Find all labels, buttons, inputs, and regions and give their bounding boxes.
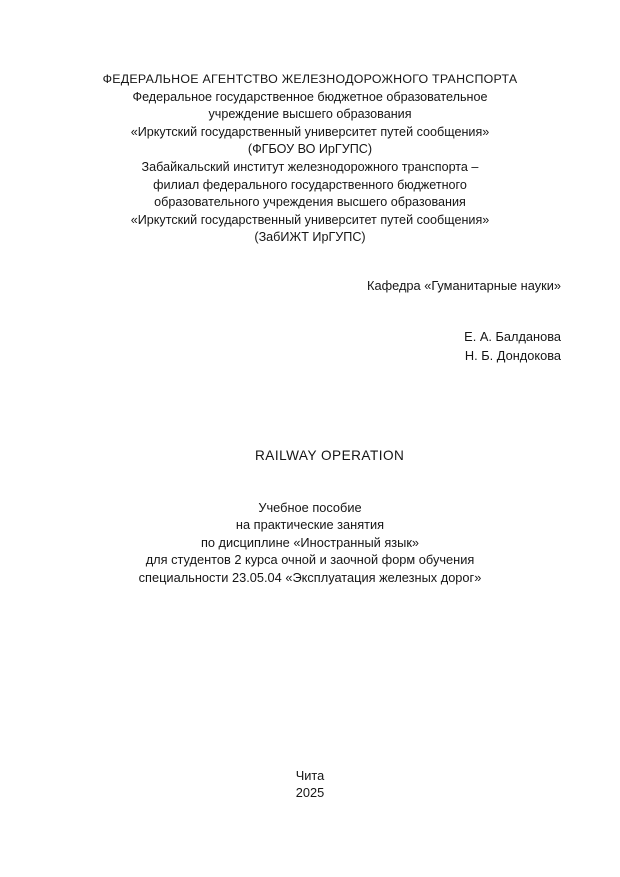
author-list [60,328,561,365]
masthead-line-3: учреждение высшего образования [208,107,412,122]
imprint-block [35,767,585,802]
masthead-line-university: «Иркутский государственный университет путей сообщения» [130,124,490,139]
subtitle-line-discipline: по дисциплине «Иностранный язык» [200,534,420,550]
masthead-line-7: филиал федерального государственного бюджетного [153,177,467,192]
subtitle-line-audience: для студентов 2 курса очной и заочной форм обучения [145,552,475,568]
author-name-1: Е. А. Балданова [464,329,561,344]
author-name-2: Н. Б. Дондокова [464,347,561,363]
page-title: RAILWAY OPERATION [255,448,405,463]
department-label: Кафедра «Гуманитарные науки» [367,278,561,293]
masthead-line-8: образовательного учреждения высшего образования [154,195,466,210]
masthead-line-university-abbr: (ФГБОУ ВО ИрГУПС) [247,142,373,157]
masthead-line-institute: Забайкальский институт железнодорожного транспорта – [141,159,479,174]
subtitle-line-purpose: на практические занятия [235,517,385,533]
subtitle-line-specialty: специальности 23.05.04 «Эксплуатация железных дорог» [138,569,482,585]
subtitle-block [35,499,585,586]
masthead-line-institute-abbr: (ЗабИЖТ ИрГУПС) [254,230,366,245]
masthead-line-2: Федеральное государственное бюджетное образовательное [132,89,488,104]
subtitle-line-type: Учебное пособие [258,500,362,515]
masthead-line-university-repeat: «Иркутский государственный университет путей сообщения» [130,212,490,227]
institution-masthead [60,71,560,247]
masthead-line-agency: ФЕДЕРАЛЬНОЕ АГЕНТСТВО ЖЕЛЕЗНОДОРОЖНОГО ТРАНСПОРТА [102,72,518,86]
imprint-year: 2025 [295,785,325,801]
imprint-city: Чита [295,768,325,783]
